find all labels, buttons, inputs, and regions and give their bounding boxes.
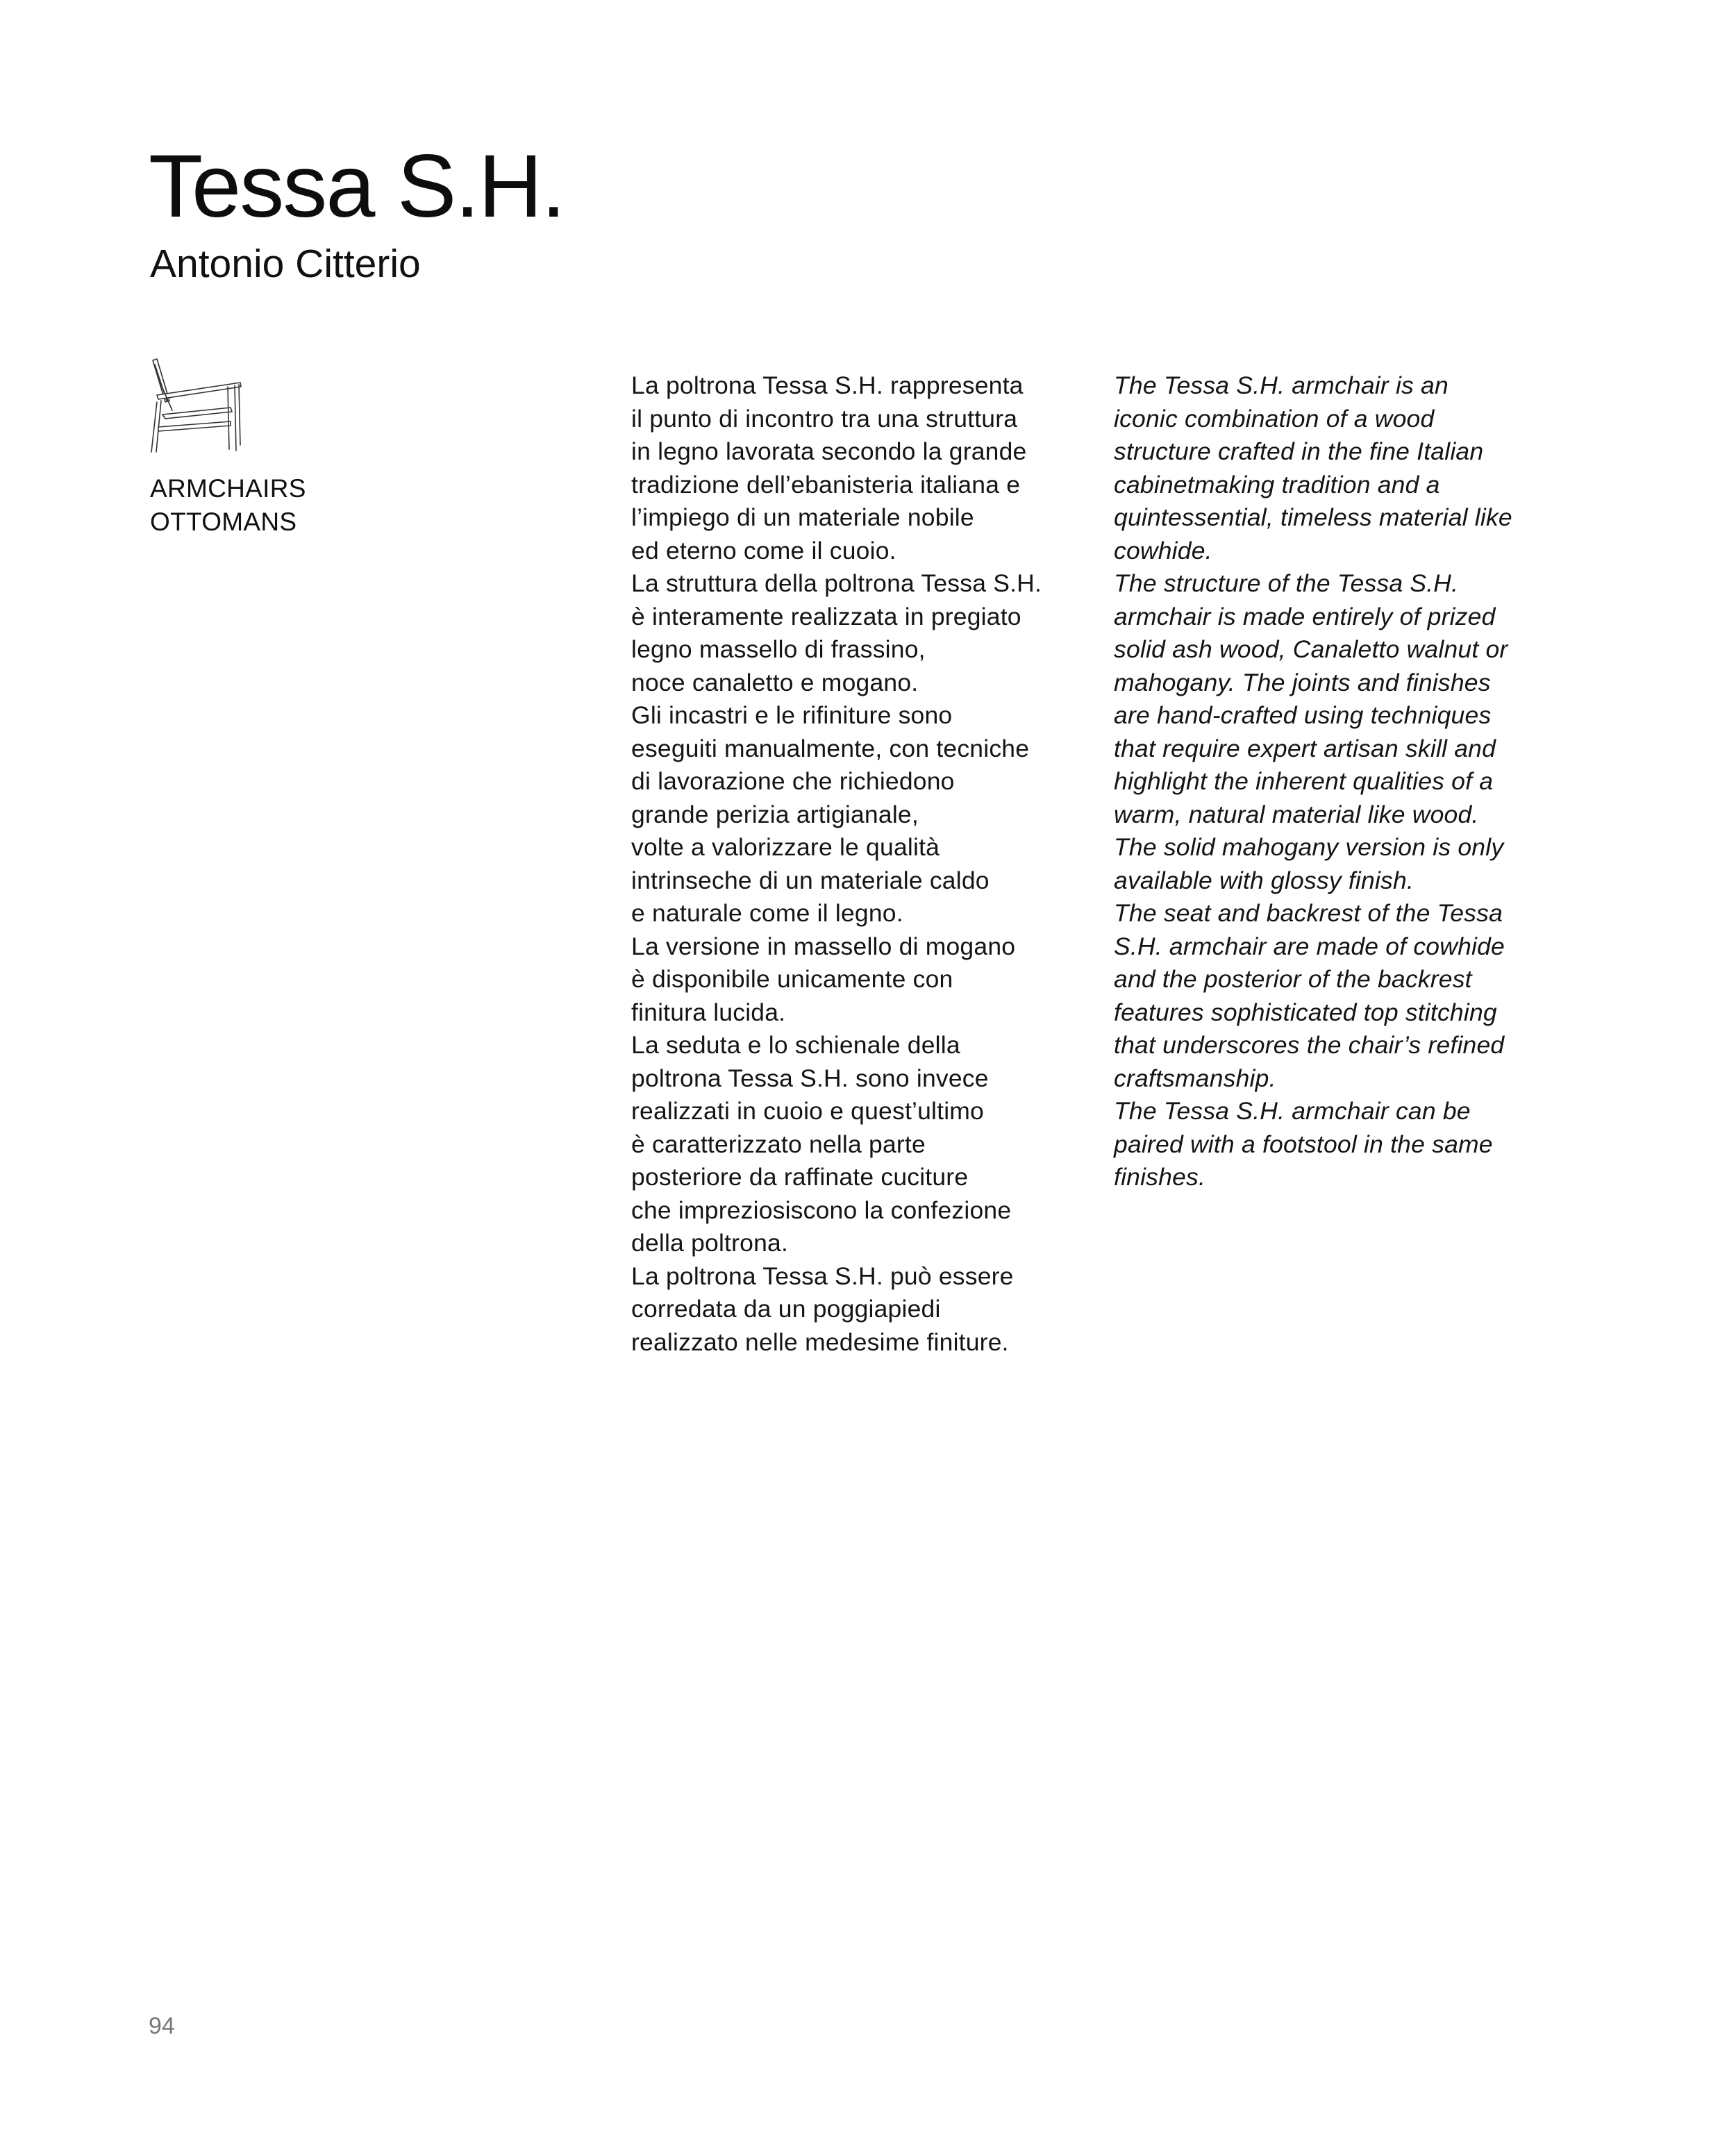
text-line: volte a valorizzare le qualità xyxy=(631,833,940,861)
text-line: finitura lucida. xyxy=(631,998,786,1026)
text-line: che impreziosiscono la confezione xyxy=(631,1196,1012,1224)
text-line: grande perizia artigianale, xyxy=(631,800,919,828)
english-description xyxy=(1114,369,1572,1194)
text-line: poltrona Tessa S.H. sono invece xyxy=(631,1064,989,1092)
text-line: craftsmanship. xyxy=(1114,1064,1276,1092)
text-line: intrinseche di un materiale caldo xyxy=(631,866,990,894)
text-line: The seat and backrest of the Tessa xyxy=(1114,899,1503,927)
category-ottomans: OTTOMANS xyxy=(150,508,297,536)
text-line: realizzati in cuoio e quest’ultimo xyxy=(631,1097,984,1125)
text-line: The Tessa S.H. armchair is an xyxy=(1114,371,1449,399)
text-line: The Tessa S.H. armchair can be xyxy=(1114,1097,1471,1125)
text-line: The solid mahogany version is only xyxy=(1114,833,1504,861)
text-line: features sophisticated top stitching xyxy=(1114,998,1497,1026)
text-line: that underscores the chair’s refined xyxy=(1114,1031,1505,1059)
text-line: cabinetmaking tradition and a xyxy=(1114,470,1440,499)
page-title: Tessa S.H. xyxy=(149,137,565,236)
text-line: and the posterior of the backrest xyxy=(1114,965,1472,993)
text-line: ed eterno come il cuoio. xyxy=(631,536,896,564)
text-line: quintessential, timeless material like xyxy=(1114,503,1512,531)
text-line: realizzato nelle medesime finiture. xyxy=(631,1328,1009,1356)
text-line: e naturale come il legno. xyxy=(631,899,903,927)
text-line: available with glossy finish. xyxy=(1114,866,1414,894)
text-line: warm, natural material like wood. xyxy=(1114,800,1479,828)
page-number: 94 xyxy=(149,2013,175,2039)
text-line: finishes. xyxy=(1114,1163,1206,1191)
text-line: cowhide. xyxy=(1114,536,1212,564)
text-line: are hand-crafted using techniques xyxy=(1114,701,1492,729)
text-line: armchair is made entirely of prized xyxy=(1114,602,1496,630)
text-line: that require expert artisan skill and xyxy=(1114,734,1496,762)
text-line: iconic combination of a wood xyxy=(1114,404,1435,433)
text-line: S.H. armchair are made of cowhide xyxy=(1114,932,1505,960)
text-line: solid ash wood, Canaletto walnut or xyxy=(1114,635,1508,663)
text-line: La struttura della poltrona Tessa S.H. xyxy=(631,569,1042,597)
text-line: l’impiego di un materiale nobile xyxy=(631,503,974,531)
text-line: è interamente realizzata in pregiato xyxy=(631,602,1021,630)
text-line: La poltrona Tessa S.H. rappresenta xyxy=(631,371,1024,399)
text-line: legno massello di frassino, xyxy=(631,635,926,663)
category-armchairs: ARMCHAIRS xyxy=(150,474,306,503)
text-line: è caratterizzato nella parte xyxy=(631,1130,926,1158)
text-line: Gli incastri e le rifiniture sono xyxy=(631,701,953,729)
text-line: è disponibile unicamente con xyxy=(631,965,953,993)
category-list xyxy=(150,472,306,539)
text-line: structure crafted in the fine Italian xyxy=(1114,437,1484,465)
text-line: paired with a footstool in the same xyxy=(1114,1130,1493,1158)
text-line: il punto di incontro tra una struttura xyxy=(631,404,1018,433)
text-line: di lavorazione che richiedono xyxy=(631,767,955,795)
text-line: La seduta e lo schienale della xyxy=(631,1031,960,1059)
text-line: highlight the inherent qualities of a xyxy=(1114,767,1494,795)
italian-description xyxy=(631,369,1090,1359)
text-line: mahogany. The joints and finishes xyxy=(1114,668,1491,696)
text-line: La versione in massello di mogano xyxy=(631,932,1016,960)
text-line: corredata da un poggiapiedi xyxy=(631,1295,941,1323)
text-line: in legno lavorata secondo la grande xyxy=(631,437,1027,465)
text-line: The structure of the Tessa S.H. xyxy=(1114,569,1459,597)
text-line: eseguiti manualmente, con tecniche xyxy=(631,734,1030,762)
text-line: posteriore da raffinate cuciture xyxy=(631,1163,969,1191)
designer-name: Antonio Citterio xyxy=(150,242,421,286)
text-line: tradizione dell’ebanisteria italiana e xyxy=(631,470,1021,499)
armchair-icon xyxy=(149,358,246,455)
text-line: della poltrona. xyxy=(631,1229,789,1257)
text-line: La poltrona Tessa S.H. può essere xyxy=(631,1262,1014,1290)
text-line: noce canaletto e mogano. xyxy=(631,668,919,696)
